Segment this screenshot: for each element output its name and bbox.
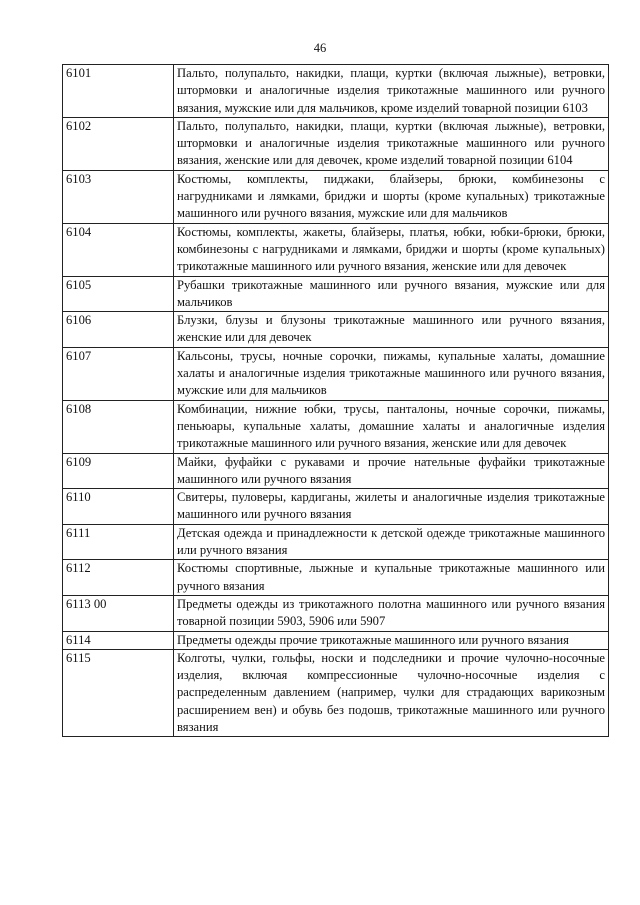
description-cell: Костюмы, комплекты, пиджаки, блайзеры, брюки, комбинезоны с нагрудниками и лямками, бриджи и шорты (кроме купальных) трикотажные машинного или ручного вязания, мужские или для мальчиков <box>174 170 609 223</box>
table-row <box>63 631 609 649</box>
description-cell: Предметы одежды из трикотажного полотна машинного или ручного вязания товарной позиции 5903, 5906 или 5907 <box>174 595 609 631</box>
description-cell: Комбинации, нижние юбки, трусы, панталоны, ночные сорочки, пижамы, пеньюары, купальные халаты, домашние халаты и аналогичные изделия трикотажные машинного или ручного вязания, женские или для девочек <box>174 400 609 453</box>
description-cell: Кальсоны, трусы, ночные сорочки, пижамы, купальные халаты, домашние халаты и аналогичные изделия трикотажные машинного или ручного вязания, мужские или для мальчиков <box>174 347 609 400</box>
code-cell: 6115 <box>63 649 174 736</box>
code-cell: 6106 <box>63 312 174 348</box>
table-row <box>63 65 609 118</box>
table-row <box>63 223 609 276</box>
table-row <box>63 524 609 560</box>
description-cell: Майки, фуфайки с рукавами и прочие нательные фуфайки трикотажные машинного или ручного вязания <box>174 453 609 489</box>
code-cell: 6105 <box>63 276 174 312</box>
table-row <box>63 595 609 631</box>
description-cell: Колготы, чулки, гольфы, носки и подследники и прочие чулочно-носочные изделия, включая компрессионные чулочно-носочные изделия с распределенным давлением (например, чулки для страдающих варикозным расширением вен) и обувь без подошв, трикотажные машинного или ручного вязания <box>174 649 609 736</box>
table-row <box>63 347 609 400</box>
description-cell: Пальто, полупальто, накидки, плащи, куртки (включая лыжные), ветровки, штормовки и аналогичные изделия трикотажные машинного или ручного вязания, женские или для девочек, кроме изделий товарной позиции 6104 <box>174 117 609 170</box>
code-cell: 6104 <box>63 223 174 276</box>
page-number: 46 <box>313 41 327 55</box>
description-cell: Предметы одежды прочие трикотажные машинного или ручного вязания <box>174 631 609 649</box>
code-cell: 6107 <box>63 347 174 400</box>
description-cell: Костюмы спортивные, лыжные и купальные трикотажные машинного или ручного вязания <box>174 560 609 596</box>
code-cell: 6113 00 <box>63 595 174 631</box>
code-cell: 6110 <box>63 489 174 525</box>
code-cell: 6114 <box>63 631 174 649</box>
table-row <box>63 649 609 736</box>
code-cell: 6111 <box>63 524 174 560</box>
product-code-table <box>62 64 609 737</box>
table-row <box>63 117 609 170</box>
description-cell: Свитеры, пуловеры, кардиганы, жилеты и аналогичные изделия трикотажные машинного или ручного вязания <box>174 489 609 525</box>
description-cell: Блузки, блузы и блузоны трикотажные машинного или ручного вязания, женские или для девочек <box>174 312 609 348</box>
table-row <box>63 276 609 312</box>
table-row <box>63 400 609 453</box>
description-cell: Костюмы, комплекты, жакеты, блайзеры, платья, юбки, юбки-брюки, брюки, комбинезоны с нагрудниками и лямками, бриджи и шорты (кроме купальных) трикотажные машинного или ручного вязания, женские или для девочек <box>174 223 609 276</box>
description-cell: Детская одежда и принадлежности к детской одежде трикотажные машинного или ручного вязания <box>174 524 609 560</box>
code-cell: 6112 <box>63 560 174 596</box>
table-row <box>63 560 609 596</box>
table-row <box>63 312 609 348</box>
description-cell: Пальто, полупальто, накидки, плащи, куртки (включая лыжные), ветровки, штормовки и аналогичные изделия трикотажные машинного или ручного вязания, мужские или для мальчиков, кроме изделий товарной позиции 6103 <box>174 65 609 118</box>
table-row <box>63 170 609 223</box>
description-cell: Рубашки трикотажные машинного или ручного вязания, мужские или для мальчиков <box>174 276 609 312</box>
table-row <box>63 453 609 489</box>
code-cell: 6101 <box>63 65 174 118</box>
code-cell: 6109 <box>63 453 174 489</box>
code-cell: 6102 <box>63 117 174 170</box>
code-cell: 6103 <box>63 170 174 223</box>
table-row <box>63 489 609 525</box>
code-cell: 6108 <box>63 400 174 453</box>
